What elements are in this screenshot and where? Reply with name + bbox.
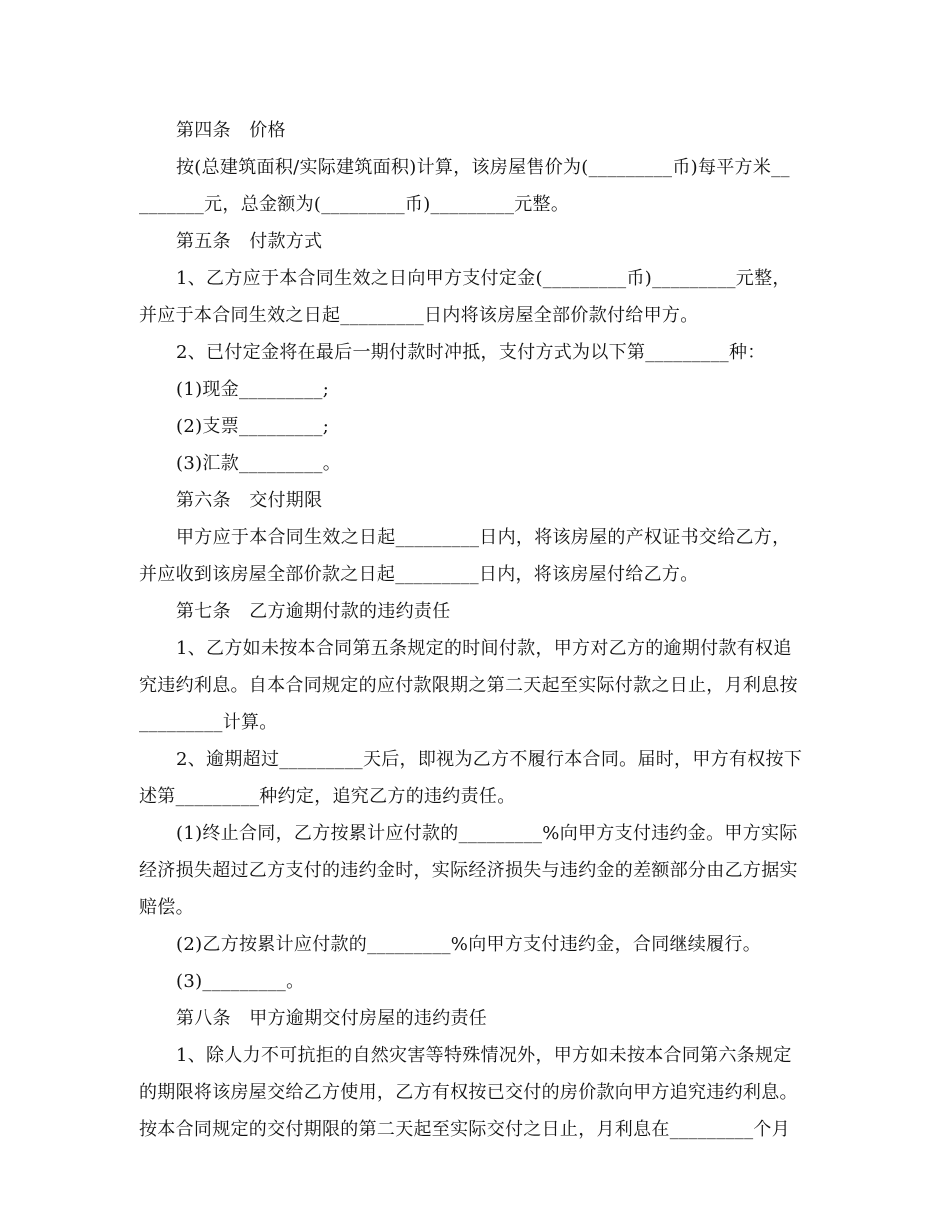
article-7-heading: 第七条 乙方逾期付款的违约责任 (176, 601, 451, 622)
paragraph-line: (1)终止合同，乙方按累计应付款的_________%向甲方支付违约金。甲方实际 (176, 823, 798, 844)
article-8-heading: 第八条 甲方逾期交付房屋的违约责任 (176, 1008, 488, 1029)
paragraph-line: _________计算。 (139, 712, 278, 733)
paragraph-line: (3)_________。 (176, 971, 305, 992)
article-5-heading: 第五条 付款方式 (176, 231, 323, 252)
paragraph-line: 并应于本合同生效之日起_________日内将该房屋全部价款付给甲方。 (139, 305, 699, 326)
paragraph-line: 按(总建筑面积/实际建筑面积)计算，该房屋售价为(_________币)每平方米__ (176, 157, 790, 178)
paragraph-line: 赔偿。 (139, 897, 194, 918)
list-item: (2)支票_________; (176, 416, 330, 437)
article-6-heading: 第六条 交付期限 (176, 490, 323, 511)
paragraph-line: 并应收到该房屋全部价款之日起_________日内，将该房屋付给乙方。 (139, 564, 699, 585)
paragraph-line: 究违约利息。自本合同规定的应付款限期之第二天起至实际付款之日止，月利息按 (139, 675, 798, 696)
paragraph-line: 按本合同规定的交付期限的第二天起至实际交付之日止，月利息在_________个月 (139, 1119, 790, 1140)
paragraph-line: (2)乙方按累计应付款的_________%向甲方支付违约金，合同继续履行。 (176, 934, 761, 955)
paragraph-line: 2、逾期超过_________天后，即视为乙方不履行本合同。届时，甲方有权按下 (176, 749, 803, 770)
paragraph-line: 1、乙方如未按本合同第五条规定的时间付款，甲方对乙方的逾期付款有权追 (176, 638, 792, 659)
paragraph-line: 2、已付定金将在最后一期付款时冲抵，支付方式为以下第_________种： (176, 342, 766, 363)
paragraph-line: 甲方应于本合同生效之日起_________日内，将该房屋的产权证书交给乙方， (176, 527, 791, 548)
paragraph-line: 述第_________种约定，追究乙方的违约责任。 (139, 786, 516, 807)
contract-text (139, 116, 815, 1152)
list-item: (1)现金_________; (176, 379, 330, 400)
article-4-heading: 第四条 价格 (176, 120, 286, 141)
paragraph-line: 1、除人力不可抗拒的自然灾害等特殊情况外，甲方如未按本合同第六条规定 (176, 1045, 792, 1066)
paragraph-line: 1、乙方应于本合同生效之日向甲方支付定金(_________币)_________元整， (176, 268, 791, 289)
paragraph-line: 的期限将该房屋交给乙方使用，乙方有权按已交付的房价款向甲方追究违约利息。 (139, 1082, 798, 1103)
paragraph-line: 经济损失超过乙方支付的违约金时，实际经济损失与违约金的差额部分由乙方据实 (139, 860, 798, 881)
list-item: (3)汇款_________。 (176, 453, 341, 474)
paragraph-line: _______元，总金额为(_________币)_________元整。 (139, 194, 570, 215)
